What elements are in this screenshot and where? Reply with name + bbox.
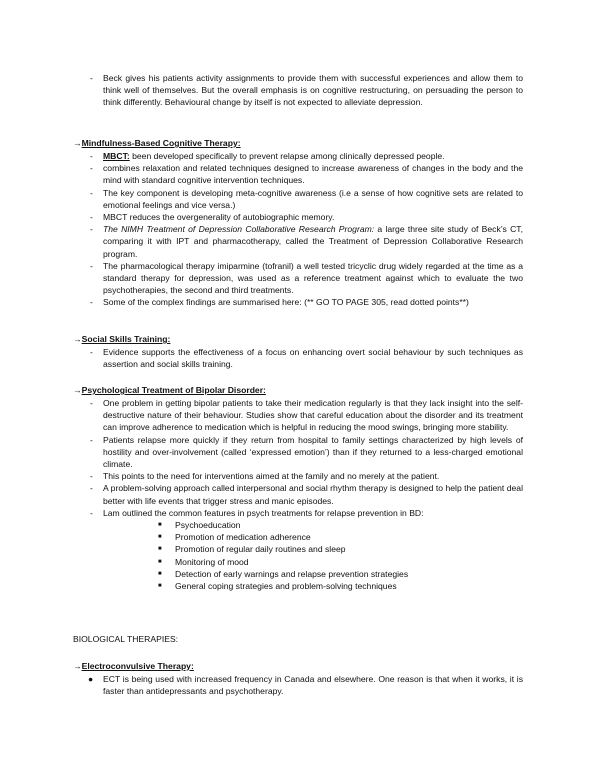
- list-item: [0, 260, 595, 297]
- social-heading-text: Social Skills Training:: [81, 334, 171, 344]
- list-item: [0, 346, 595, 370]
- sub-item-text: Promotion of medication adherence: [175, 532, 311, 543]
- list-item: [0, 470, 595, 482]
- list-item: [0, 187, 595, 211]
- sub-list-item: [0, 519, 595, 531]
- dash-bullet: -: [90, 483, 93, 494]
- bipolar-item-1: One problem in getting bipolar patients to take their medication regularly is that they lack insight into the self-destructive nature of their behaviour. Studies show that careful education about the disorder and its treatment can improve adherence to medication which is helpful in reducing the mood swings, bringing more stability.: [103, 398, 523, 433]
- square-bullet-icon: ■: [158, 522, 162, 529]
- arrow-icon: →: [73, 138, 82, 148]
- square-bullet-icon: ■: [158, 534, 162, 541]
- sub-list-item: [0, 543, 595, 555]
- social-item-1: Evidence supports the effectiveness of a focus on enhancing overt social behaviour by such techniques as assertion and social skills training.: [103, 347, 523, 370]
- list-item: [0, 434, 595, 471]
- dash-bullet: -: [90, 507, 93, 518]
- dash-bullet: -: [90, 260, 93, 271]
- list-item: [0, 482, 595, 506]
- sub-item-text: Promotion of regular daily routines and sleep: [175, 544, 346, 555]
- bipolar-item-2: Patients relapse more quickly if they return from hospital to family settings characterized by high levels of hostility and over-involvement (called ‘expressed emotion’) than if they returned to a less-charged emotional climate.: [103, 434, 523, 470]
- mbct-item-1: been developed specifically to prevent relapse among clinically depressed people.: [129, 151, 445, 161]
- dash-bullet: -: [90, 224, 93, 235]
- mbct-heading: [73, 137, 241, 149]
- list-item: [0, 72, 595, 109]
- square-bullet-icon: ■: [158, 558, 162, 565]
- dash-bullet: -: [90, 187, 93, 198]
- sub-list-item: [0, 556, 595, 568]
- square-bullet-icon: ■: [158, 570, 162, 577]
- mbct-item-5: a large three site study of Beck’s CT, comparing it with IPT and pharmacotherapy, called the Treatment of Depression Collaborative Research program.: [103, 224, 523, 259]
- sub-list-item: [0, 580, 595, 592]
- dash-bullet: -: [90, 471, 93, 482]
- list-item: [0, 162, 595, 186]
- dash-bullet: -: [90, 347, 93, 357]
- sub-item-text: Psychoeducation: [175, 520, 241, 531]
- mbct-heading-text: Mindfulness-Based Cognitive Therapy:: [81, 138, 241, 148]
- dash-bullet: -: [90, 297, 93, 308]
- bipolar-list: [0, 397, 595, 592]
- nimh-program-title: The NIMH Treatment of Depression Collaborative Research Program:: [103, 224, 375, 235]
- list-item: [0, 211, 595, 223]
- biological-therapies-label: BIOLOGICAL THERAPIES:: [73, 634, 179, 644]
- mbct-item-6: The pharmacological therapy imiparmine (tofranil) a well tested tricyclic drug widely regarded at the time as a standard therapy for depression, was used as a reference treatment against which to evaluate the two psychotherapies, the second and third treatments.: [103, 260, 523, 296]
- ect-heading-text: Electroconvulsive Therapy:: [81, 661, 194, 671]
- square-bullet-icon: ■: [158, 546, 162, 553]
- bipolar-item-4: A problem-solving approach called interpersonal and social rhythm therapy is designed to help the patient deal better with life events that trigger stress and manic episodes.: [103, 483, 523, 506]
- dash-bullet: -: [90, 73, 93, 83]
- dash-bullet: -: [90, 163, 93, 174]
- mbct-item-7: Some of the complex findings are summarised here: (** GO TO PAGE 305, read dotted points**): [103, 297, 469, 308]
- sub-list-item: [0, 531, 595, 543]
- social-heading: [73, 333, 170, 345]
- dot-bullet-icon: ●: [88, 674, 94, 684]
- sub-item-text: Detection of early warnings and relapse prevention strategies: [175, 568, 409, 579]
- bipolar-heading-text: Psychological Treatment of Bipolar Disorder:: [81, 385, 266, 395]
- intro-text: Beck gives his patients activity assignments to provide them with successful experiences and allow them to think well of themselves. But the overall emphasis is on cognitive restructuring, on persuading the person to think differently. Behavioural change by itself is not expected to alleviate depression.: [103, 73, 523, 108]
- mbct-item-3: The key component is developing meta-cognitive awareness (i.e a sense of how cognitive sets are related to emotional feelings and vice versa.): [103, 187, 523, 210]
- social-list: [0, 346, 595, 370]
- dash-bullet: -: [90, 434, 93, 445]
- arrow-icon: →: [73, 334, 82, 344]
- mbct-term: MBCT:: [103, 151, 130, 161]
- dash-bullet: -: [90, 212, 93, 223]
- arrow-icon: →: [73, 385, 82, 395]
- list-item: [0, 507, 595, 519]
- square-bullet-icon: ■: [158, 583, 162, 590]
- list-item: [0, 397, 595, 434]
- list-item: [0, 150, 595, 162]
- list-item: [0, 296, 595, 308]
- ect-item-1: ECT is being used with increased frequency in Canada and elsewhere. One reason is that when it works, it is faster than antidepressants and psychotherapy.: [103, 674, 523, 697]
- dash-bullet: -: [90, 398, 93, 408]
- ect-list: [0, 673, 595, 697]
- mbct-item-4: MBCT reduces the overgenerality of autobiographic memory.: [103, 212, 335, 223]
- bipolar-item-5: Lam outlined the common features in psych treatments for relapse prevention in BD:: [103, 507, 424, 518]
- list-item: [0, 673, 595, 697]
- bipolar-heading: [73, 384, 266, 396]
- mbct-item-2: combines relaxation and related techniques designed to increase awareness of changes in the body and the mind with standard cognitive intervention techniques.: [103, 163, 523, 186]
- ect-heading: [73, 660, 194, 672]
- dash-bullet: -: [90, 151, 93, 161]
- list-item: [0, 223, 595, 260]
- intro-section: [0, 72, 595, 109]
- mbct-list: [0, 150, 595, 309]
- arrow-icon: →: [73, 661, 82, 671]
- sub-item-text: General coping strategies and problem-solving techniques: [175, 581, 397, 592]
- bipolar-item-3: This points to the need for interventions aimed at the family and no merely at the patient.: [103, 471, 440, 482]
- sub-item-text: Monitoring of mood: [175, 556, 249, 567]
- sub-list-item: [0, 568, 595, 580]
